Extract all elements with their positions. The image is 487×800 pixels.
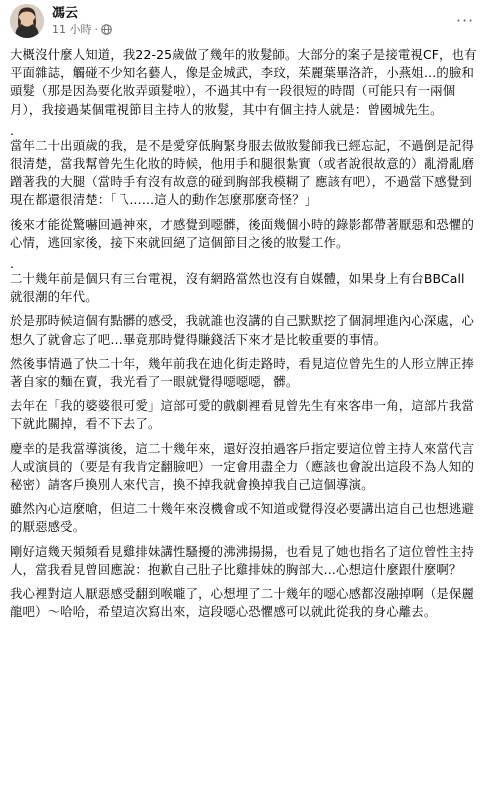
post-paragraph: 當年二十出頭歲的我，是不是愛穿低胸緊身服去做妝髮師我已經忘記，不過倒是記得很清楚，當我幫曾先生化妝的時候，他用手和腿很紮實（或者說很故意的）亂滑亂磨蹭著我的大腿（當時手有沒有故意的碰到胸部我模糊了 應該有吧），不過當下感覺到現在都還很清楚：「乁……這人的動作怎麼那麼奇怪？」 <box>10 137 475 208</box>
post-subline <box>52 23 112 37</box>
post-paragraph-separator: . <box>10 122 15 138</box>
author-avatar[interactable] <box>10 4 44 38</box>
post-paragraph: 剛好這幾天頻頻看見雞排妹講性騷擾的沸沸揚揚，也看見了她也指名了這位曾性主持人，當我看見曾回應說：抱歉自己肚子比雞排妹的胸部大…心想這什麼跟什麼啊？ <box>10 543 475 577</box>
post-paragraph-separator: . <box>10 256 15 272</box>
post-paragraph: 慶幸的是我當導演後，這二十幾年來，還好沒拍過客戶指定要這位曾主持人來當代言人或演員的（要是有我肯定翻臉吧）一定會用盡全力（應該也會說出這段不為人知的秘密）請客戶換別人來代言，換不掉我就會換掉我自己這個導演。 <box>10 440 475 493</box>
post-paragraph: 然後事情過了快二十年，幾年前我在迪化街走路時，看見這位曾先生的人形立牌正捧著自家的麵在賣，我光看了一眼就覺得噁噁噁，髒。 <box>10 355 475 390</box>
post-paragraph: 大概沒什麼人知道，我22-25歲做了幾年的妝髮師。大部分的案子是接電視CF，也有平面雜誌，觸碰不少知名藝人，像是金城武，李玟，茱麗葉畢洛許，小燕姐…的臉和頭髮（那是因為要化妝弄頭髮啦），不過其中有一段很短的時間（可能只有一兩個月），我接過某個電視節目主持人的妝髮，其中有個主持人就是：曾國城先生。 <box>10 47 477 117</box>
post-paragraph: 於是那時候這個有點髒的感受，我就誰也沒講的自己默默挖了個洞埋進內心深處，心想久了就會忘了吧…畢竟那時覺得賺錢活下來才是比較重要的事情。 <box>10 313 475 347</box>
meta-separator: · <box>94 22 98 36</box>
author-name[interactable]: 馮云 <box>52 5 79 21</box>
more-options-icon[interactable]: ··· <box>455 10 475 30</box>
post-paragraph: 雖然內心這麼嗆，但這二十幾年來沒機會或不知道或覺得沒必要講出這自己也想逃避的厭惡感受。 <box>10 501 475 535</box>
post-meta <box>52 6 112 37</box>
post-paragraph: 二十幾年前是個只有三台電視，沒有網路當然也沒有自媒體，如果身上有台BBCall就很潮的年代。 <box>10 271 465 305</box>
post-header <box>10 4 112 38</box>
post-body <box>10 46 477 627</box>
post-timestamp[interactable]: 11 小時 <box>52 22 92 36</box>
post-paragraph: 去年在「我的婆婆很可愛」這部可愛的戲劇裡看見曾先生有來客串一角，這部片我當下就此關掉，看不下去了。 <box>10 398 475 432</box>
globe-icon[interactable] <box>101 24 112 35</box>
post-paragraph: 後來才能從驚嚇回過神來，才感覺到噁髒，後面幾個小時的錄影都帶著厭惡和恐懼的心情，逃回家後，接下來就回絕了這個節目之後的妝髮工作。 <box>10 216 475 250</box>
avatar-image <box>10 4 44 38</box>
post-paragraph: 我心裡對這人厭惡感受翻到喉嚨了，心想埋了二十幾年的噁心感都沒融掉啊（是保麗龍吧）～哈哈，希望這次寫出來，這段噁心恐懼感可以就此從我的身心離去。 <box>10 586 475 620</box>
